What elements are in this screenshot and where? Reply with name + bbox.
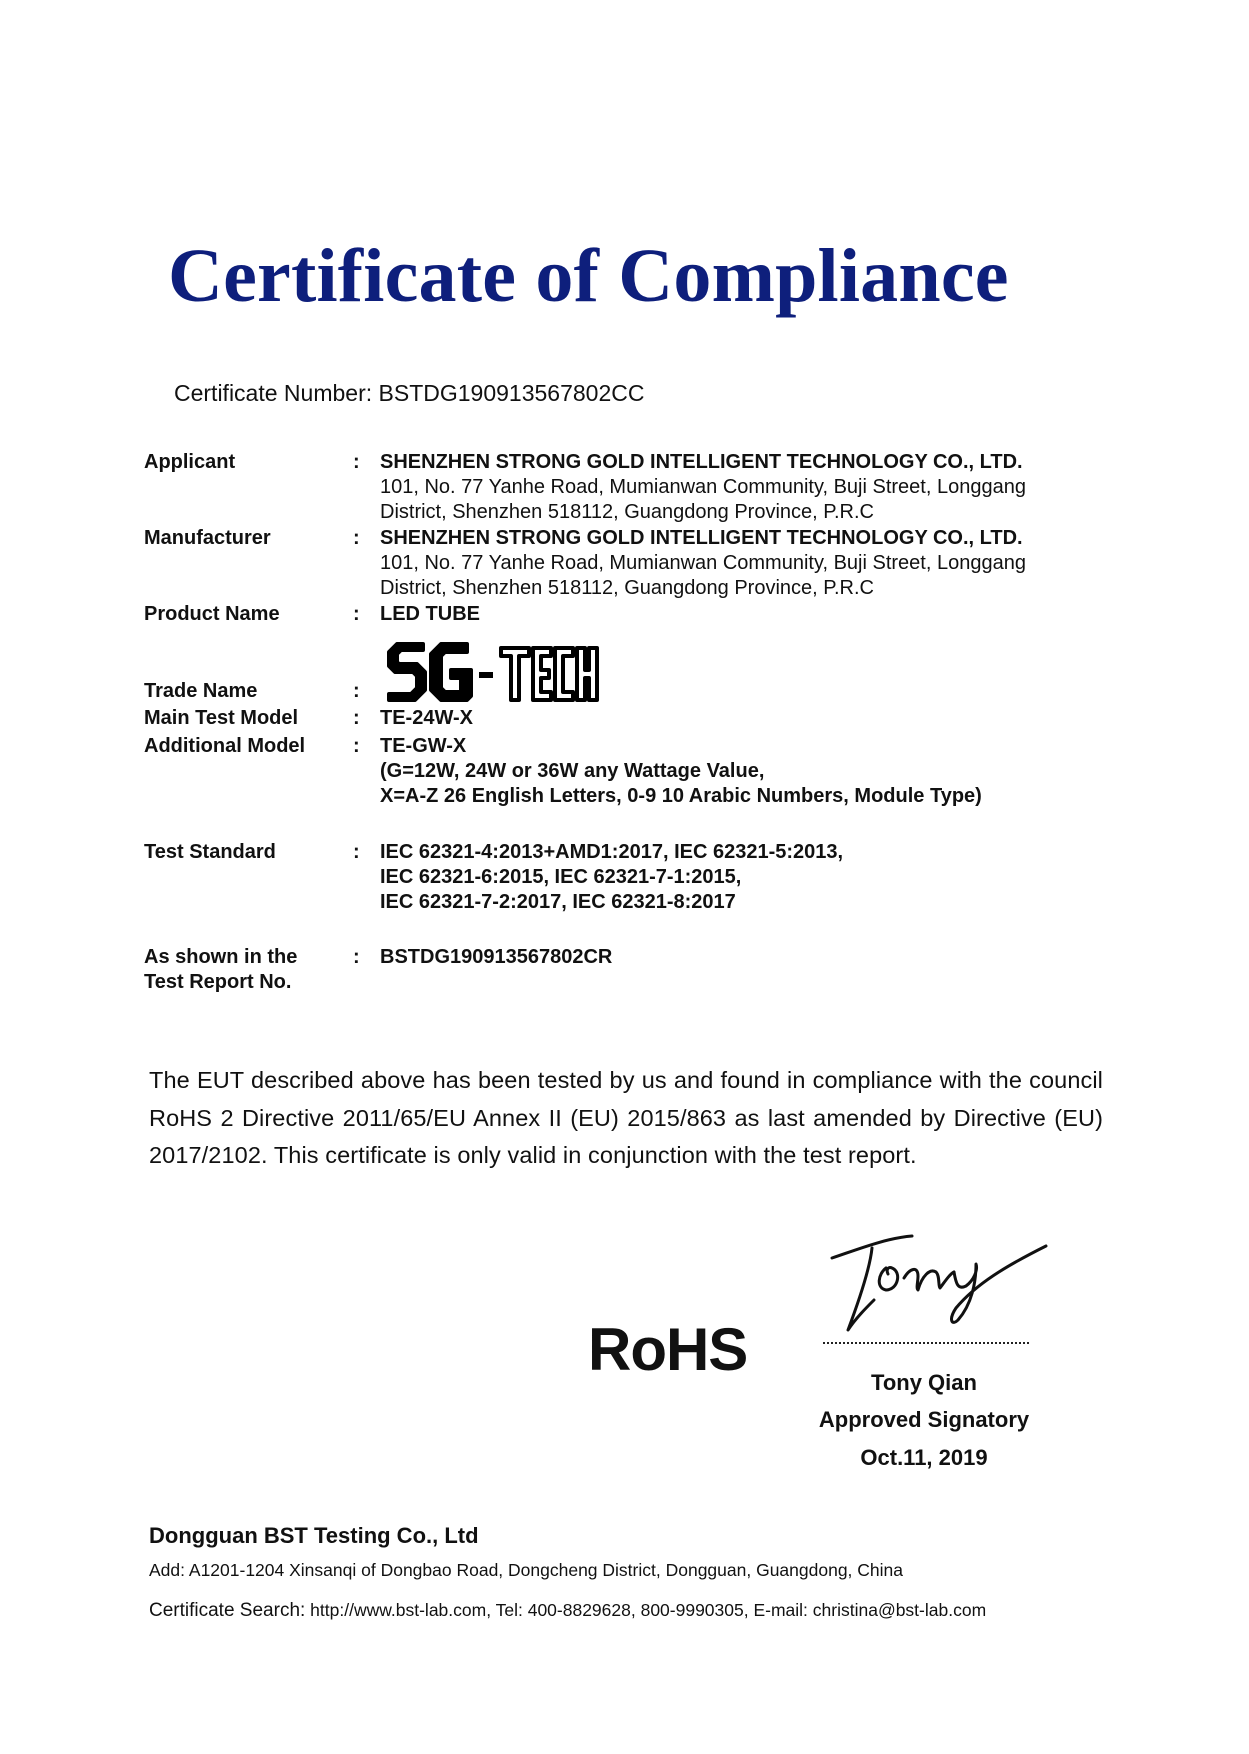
test-report-label-line1: As shown in the — [144, 946, 298, 968]
additional-model-value — [380, 734, 1100, 809]
certificate-search-details: http://www.bst-lab.com, Tel: 400-8829628, 800-9990305, E-mail: christina@bst-lab.com — [310, 1600, 987, 1620]
test-standard-line1: IEC 62321-4:2013+AMD1:2017, IEC 62321-5:2013, — [380, 841, 844, 863]
certificate-title: Certificate of Compliance — [168, 234, 1009, 318]
rohs-mark: RoHS — [588, 1316, 748, 1383]
applicant-company: SHENZHEN STRONG GOLD INTELLIGENT TECHNOLOGY CO., LTD. — [380, 451, 1023, 473]
applicant-address-line2: District, Shenzhen 518112, Guangdong Province, P.R.C — [380, 501, 875, 523]
trade-name-logo — [383, 634, 603, 706]
manufacturer-address-line2: District, Shenzhen 518112, Guangdong Province, P.R.C — [380, 577, 875, 599]
test-report-label — [144, 945, 344, 995]
certificate-search — [149, 1601, 986, 1620]
manufacturer-address-line1: 101, No. 77 Yanhe Road, Mumianwan Community, Buji Street, Longgang — [380, 552, 1026, 574]
main-test-model-text: TE-24W-X — [380, 707, 473, 729]
test-standard-value — [380, 840, 1100, 915]
colon: : — [353, 680, 360, 702]
colon: : — [353, 841, 360, 863]
colon: : — [353, 707, 360, 729]
test-report-label-line2: Test Report No. — [144, 971, 292, 993]
manufacturer-label: Manufacturer — [144, 527, 271, 549]
main-test-model-value — [380, 706, 1100, 731]
test-report-number: BSTDG190913567802CR — [380, 946, 613, 968]
colon: : — [353, 527, 360, 549]
manufacturer-company: SHENZHEN STRONG GOLD INTELLIGENT TECHNOLOGY CO., LTD. — [380, 527, 1023, 549]
applicant-address-line1: 101, No. 77 Yanhe Road, Mumianwan Community, Buji Street, Longgang — [380, 476, 1026, 498]
applicant-value — [380, 450, 1100, 525]
applicant-label: Applicant — [144, 451, 236, 473]
certificate-number: Certificate Number: BSTDG190913567802CC — [174, 380, 645, 406]
colon: : — [353, 451, 360, 473]
signatory-title: Approved Signatory — [818, 1407, 1030, 1432]
compliance-statement: The EUT described above has been tested by us and found in compliance with the council RoHS 2 Directive 2011/65/EU Annex II (EU) 2015/863 as last amended by Directive (EU) 2017/2102. This certificate is only valid in conjunction with the test report. — [149, 1067, 1103, 1168]
manufacturer-value — [380, 526, 1100, 601]
test-standard-label: Test Standard — [144, 841, 276, 863]
product-name-text: LED TUBE — [380, 603, 480, 625]
signature-line — [823, 1342, 1029, 1344]
signatory-name: Tony Qian — [871, 1370, 977, 1395]
test-standard-line2: IEC 62321-6:2015, IEC 62321-7-1:2015, — [380, 866, 742, 888]
colon: : — [353, 603, 360, 625]
certificate-search-label: Certificate Search: — [149, 1600, 306, 1621]
product-name-value — [380, 602, 1100, 627]
additional-model-label: Additional Model — [144, 735, 306, 757]
additional-model-line2: (G=12W, 24W or 36W any Wattage Value, — [380, 760, 765, 782]
colon: : — [353, 946, 360, 968]
product-name-label: Product Name — [144, 603, 280, 625]
handwritten-signature — [826, 1228, 1056, 1338]
issuer-address: Add: A1201-1204 Xinsanqi of Dongbao Road, Dongcheng District, Dongguan, Guangdong, China — [149, 1560, 904, 1580]
additional-model-line1: TE-GW-X — [380, 735, 467, 757]
additional-model-line3: X=A-Z 26 English Letters, 0-9 10 Arabic Numbers, Module Type) — [380, 785, 982, 807]
issuer-company: Dongguan BST Testing Co., Ltd — [149, 1523, 479, 1548]
test-standard-line3: IEC 62321-7-2:2017, IEC 62321-8:2017 — [380, 891, 736, 913]
main-test-model-label: Main Test Model — [144, 707, 299, 729]
trade-name-label: Trade Name — [144, 680, 258, 702]
test-report-value — [380, 945, 1100, 970]
colon: : — [353, 735, 360, 757]
signature-date: Oct.11, 2019 — [860, 1445, 988, 1470]
